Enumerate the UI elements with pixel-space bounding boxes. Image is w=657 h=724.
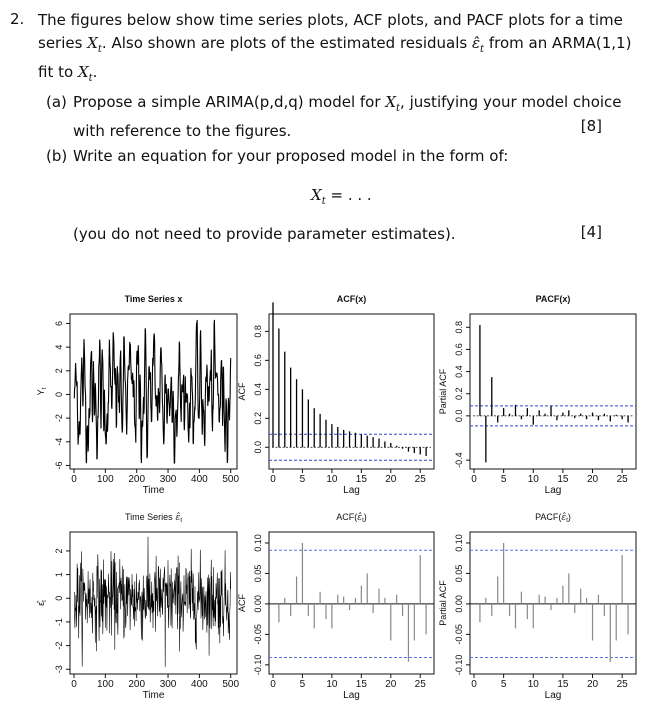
y-tick-label: 0.10 [454, 534, 464, 552]
intro-text: . [92, 63, 98, 81]
y-tick-label: 0.05 [253, 564, 263, 583]
x-tick-label: 5 [299, 679, 306, 690]
title-symbol: ε̂ [172, 513, 181, 523]
panel-title: ACF(x) [336, 294, 367, 304]
part-b-note: (you do not need to provide parameter estimates). [73, 225, 456, 243]
intro-text: . Also shown are plots of the estimated residuals [101, 34, 472, 52]
y-tick-label: 0.0 [454, 409, 464, 423]
y-axis-subscript: t [42, 387, 48, 390]
panel-1-0 [237, 294, 434, 496]
y-tick-label: -0.10 [454, 654, 464, 676]
intro-line-1: The figures below show time series plots, ACF plots, and PACF plots for a time [38, 11, 623, 29]
y-axis-label: ACF [237, 382, 247, 401]
x-tick-label: 200 [128, 474, 146, 485]
x-tick-label: 0 [71, 679, 77, 690]
y-tick-label: 1 [54, 572, 64, 578]
part-a-label: (a) [46, 93, 67, 111]
part-b-marks: [4] [580, 223, 602, 241]
plot-frame [470, 532, 636, 674]
y-tick-label: 0 [54, 595, 64, 601]
model-formula: $X_t$ = . . . [311, 186, 372, 207]
part-a-marks: [8] [580, 117, 602, 135]
panel-0-1 [36, 512, 240, 701]
x-tick-label: 5 [299, 474, 306, 485]
x-tick-label: 10 [527, 679, 539, 690]
x-tick-label: 20 [586, 679, 599, 690]
x-tick-label: 5 [500, 679, 507, 690]
y-tick-label: -4 [54, 437, 64, 446]
x-tick-label: 25 [616, 474, 628, 485]
title-subscript: t [180, 518, 183, 524]
panel-title: $PACF(\varepsilon̂_t)$ [535, 512, 571, 524]
title-close: ) [567, 512, 571, 522]
intro-text: from an ARMA(1,1) [484, 34, 632, 52]
x-symbol: $X_t$ [77, 63, 93, 84]
series-line [74, 537, 230, 667]
x-tick-label: 0 [471, 679, 477, 690]
y-tick-label: -1 [54, 617, 64, 626]
x-tick-label: 20 [385, 474, 397, 485]
x-tick-label: 10 [326, 679, 338, 690]
plot-frame [269, 314, 434, 469]
y-tick-label: -0.10 [253, 654, 263, 676]
y-tick-label: 0.00 [454, 595, 464, 613]
title-symbol: ε̂ [357, 513, 363, 523]
part-b-text: Write an equation for your proposed model in the form of: [73, 147, 509, 165]
x-symbol: $X_t$ [385, 93, 401, 114]
plot-frame [470, 314, 636, 469]
plot-frame [269, 532, 434, 674]
x-symbol: $X_t$ [87, 34, 102, 55]
x-tick-label: 15 [557, 474, 569, 485]
x-tick-label: 20 [586, 474, 599, 485]
y-tick-label: -6 [54, 461, 64, 470]
x-tick-label: 0 [471, 474, 477, 485]
x-tick-label: 25 [414, 474, 426, 485]
panel-title: $ACF(\varepsilon̂_t)$ [336, 512, 367, 524]
x-tick-label: 100 [97, 679, 114, 690]
y-axis-label: Partial ACF [438, 368, 448, 415]
y-tick-label: -0.05 [454, 624, 464, 645]
y-tick-label: -2 [54, 414, 64, 423]
part-a-line-2: with reference to the figures. [73, 122, 292, 140]
question-number: 2. [10, 10, 25, 28]
panel-title: Time Series $\varepsilon̂_t$ [124, 512, 183, 524]
x-tick-label: 15 [355, 679, 367, 690]
x-tick-label: 10 [527, 474, 539, 485]
x-tick-label: 25 [414, 679, 426, 690]
y-tick-label: 2 [54, 548, 64, 554]
x-tick-label: 300 [159, 474, 177, 485]
x-axis-label: Lag [544, 690, 562, 701]
y-axis-label: $\varepsilon̂_t$ [36, 600, 48, 606]
x-tick-label: 400 [191, 474, 208, 485]
y-tick-label: 0.2 [253, 412, 263, 425]
y-tick-label: 0.00 [253, 595, 263, 613]
x-axis-label: Lag [544, 485, 562, 496]
y-tick-label: 4 [54, 344, 64, 350]
y-tick-label: 0.10 [253, 534, 263, 552]
panel-0-0 [36, 294, 240, 496]
panel-title: PACF(x) [535, 294, 571, 304]
panel-2-0 [438, 294, 636, 496]
y-tick-label: 0.6 [253, 354, 263, 367]
x-tick-label: 20 [385, 679, 397, 690]
y-tick-label: 0.4 [454, 365, 464, 378]
panel-2-1 [438, 512, 636, 701]
x-tick-label: 10 [326, 474, 338, 485]
y-tick-label: 0.8 [253, 325, 263, 338]
title-subscript: t [362, 518, 364, 524]
title-subscript: t [566, 518, 568, 524]
x-axis-label: Lag [343, 485, 360, 496]
eps-symbol: $\varepsilon̂_t$ [471, 34, 485, 55]
y-axis-subscript: t [42, 600, 48, 602]
y-tick-label: 0.4 [253, 383, 263, 396]
x-tick-label: 0 [71, 474, 77, 485]
y-axis-label: $Y_t$ [36, 387, 48, 396]
y-tick-label: -2 [54, 641, 64, 650]
x-tick-label: 500 [222, 474, 240, 485]
x-axis-label: Time [142, 485, 165, 496]
y-tick-label: 0.05 [454, 564, 464, 583]
x-tick-label: 25 [616, 679, 628, 690]
y-tick-label: 0.8 [454, 321, 464, 334]
x-tick-label: 5 [500, 474, 507, 485]
part-a-line: , justifying your model choice [400, 93, 622, 111]
series-line [74, 320, 230, 463]
panel-1-1 [237, 512, 434, 701]
part-b-label: (b) [46, 147, 68, 165]
part-a-line: Propose a simple ARIMA(p,d,q) model for [73, 93, 386, 111]
x-tick-label: 500 [222, 679, 240, 690]
y-tick-label: -0.4 [454, 452, 464, 468]
y-tick-label: 0.2 [454, 387, 464, 400]
intro-text: fit to [38, 63, 78, 81]
x-tick-label: 0 [270, 679, 276, 690]
intro-text: series [38, 34, 88, 52]
y-tick-label: -0.05 [253, 624, 263, 645]
y-tick-label: 0.0 [253, 441, 263, 454]
x-tick-label: 300 [159, 679, 177, 690]
x-axis-label: Time [142, 690, 165, 701]
y-tick-label: 0.6 [454, 343, 464, 356]
x-tick-label: 100 [97, 474, 114, 485]
y-tick-label: 2 [54, 368, 64, 374]
y-axis-label: Partial ACF [438, 580, 448, 626]
x-tick-label: 15 [557, 679, 569, 690]
x-axis-label: Lag [343, 690, 360, 701]
panel-title: Time Series x [124, 294, 183, 304]
y-tick-label: 6 [54, 320, 64, 326]
x-tick-label: 200 [128, 679, 146, 690]
y-axis-label: ACF [237, 594, 247, 612]
x-tick-label: 0 [270, 474, 276, 485]
x-tick-label: 15 [355, 474, 367, 485]
y-tick-label: -3 [54, 665, 64, 674]
title-symbol: ε̂ [561, 513, 567, 523]
y-tick-label: 0 [54, 391, 64, 397]
x-tick-label: 400 [191, 679, 208, 690]
title-close: ) [363, 512, 367, 522]
